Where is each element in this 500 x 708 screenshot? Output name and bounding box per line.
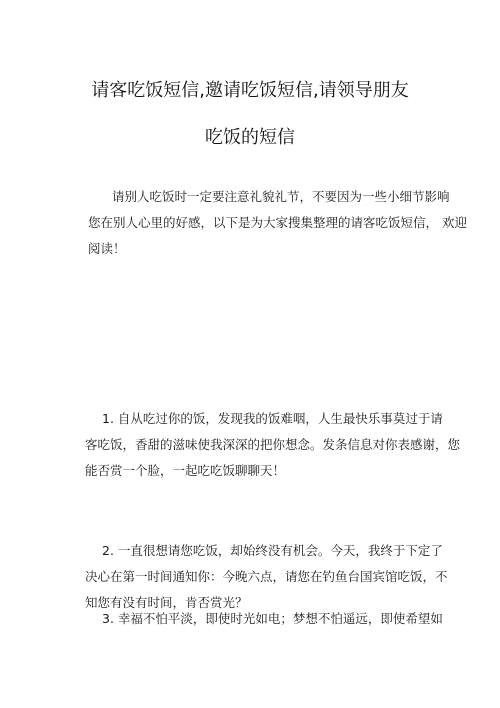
sms-item-2-line-2: 决心在第一时间通知你：今晚六点，请您在钓鱼台国宾馆吃饭，不 — [85, 569, 448, 584]
intro-line-2: 您在别人心里的好感，以下是为大家搜集整理的请客吃饭短信， 欢迎 — [88, 215, 467, 230]
intro-line-1: 请别人吃饭时一定要注意礼貌礼节，不要因为一些小细节影响 — [112, 189, 450, 204]
sms-item-3 — [100, 606, 443, 632]
intro-line-3: 阅读！ — [88, 241, 126, 256]
sms-item-1-line-3: 能否赏一个脸，一起吃吃饭聊聊天！ — [85, 463, 286, 478]
document-title-line-1: 请客吃饭短信,邀请吃饭短信,请领导朋友 — [91, 80, 409, 101]
sms-item-1-line-1: 1. 自从吃过你的饭，发现我的饭难咽，人生最快乐事莫过于请 — [102, 411, 443, 426]
sms-item-1 — [85, 406, 461, 484]
intro-paragraph — [88, 184, 467, 262]
document-title-line-2: 吃饭的短信 — [205, 127, 295, 148]
sms-item-2-line-3: 知您有没有时间，肯否赏光？ — [85, 595, 248, 610]
sms-item-3-line-1: 3. 幸福不怕平淡，即使时光如电；梦想不怕遥远，即使希望如 — [102, 611, 443, 626]
sms-item-2-line-1: 2. 一直很想请您吃饭，却始终没有机会。今天，我终于下定了 — [102, 543, 443, 558]
sms-item-2 — [85, 538, 448, 616]
sms-item-1-line-2: 客吃饭，香甜的滋味使我深深的把你想念。发条信息对你表感谢，您 — [85, 437, 461, 452]
